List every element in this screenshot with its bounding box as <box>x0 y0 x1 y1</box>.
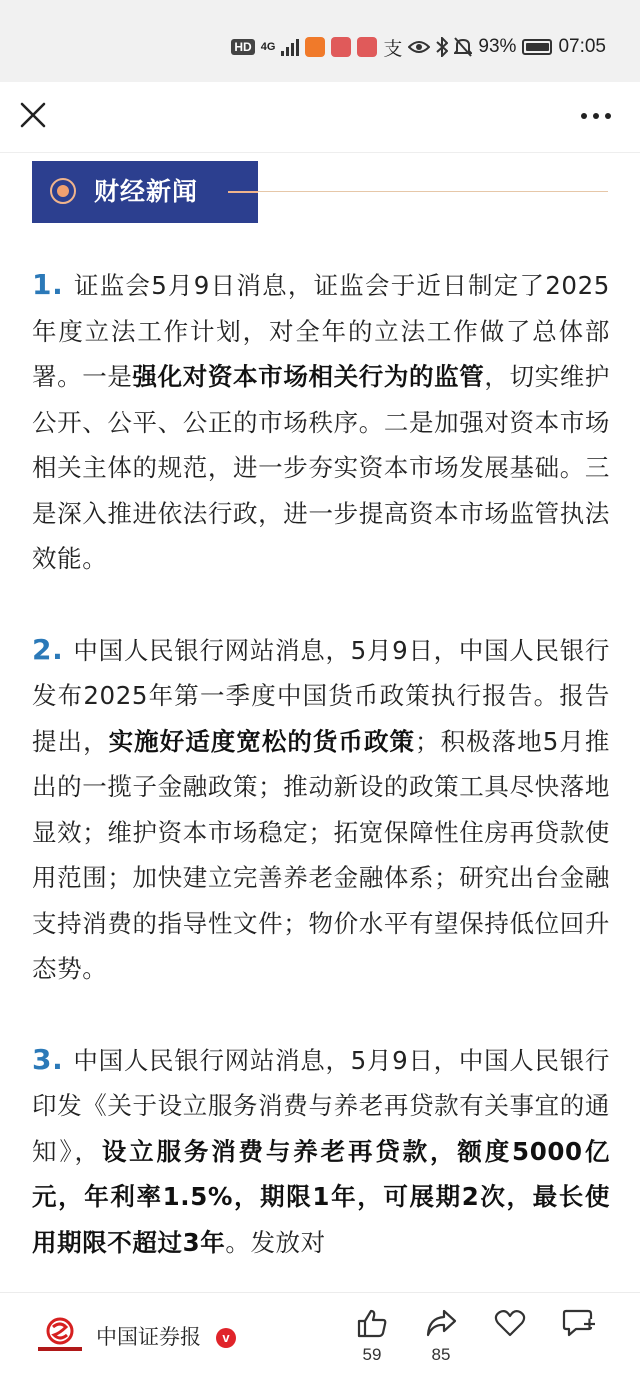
close-icon <box>14 96 54 136</box>
heart-icon <box>494 1307 526 1339</box>
news-number: 1. <box>32 268 64 301</box>
like-count: 59 <box>362 1345 382 1364</box>
news-highlight: 实施好适度宽松的货币政策 <box>108 726 416 756</box>
news-text: ；积极落地5月推出的一揽子金融政策；推动新设的政策工具尽快落地显效；维护资本市场稳定；拓宽保障性住房再贷款使用范围；加快建立完善养老金融体系；研究出台金融支持消费的指导性文件；物价水平有望保持低位回升态势。 <box>32 726 610 983</box>
huawei-app-icon-2 <box>357 37 377 57</box>
comment-plus-icon <box>562 1307 596 1339</box>
status-bar <box>0 0 640 82</box>
news-highlight: 设立服务消费与养老再贷款，额度5000亿元，年利率1.5%，期限1年，可展期2次，最长使用期限不超过3年 <box>32 1136 610 1257</box>
section-title: 财经新闻 <box>94 177 199 206</box>
source-name[interactable]: 中国证券报 <box>96 1325 201 1349</box>
news-text: 中国人民银行网站消息，5月9日，中国人民银行印发《关于设立服务消费与养老再贷款有关事宜的通知》， <box>32 1045 610 1166</box>
article-body <box>32 262 610 1310</box>
divider <box>0 152 640 153</box>
mute-icon <box>454 37 472 57</box>
news-text: 。发放对 <box>225 1227 326 1257</box>
news-number: 3. <box>32 1042 64 1076</box>
banner-dot-icon <box>50 178 76 204</box>
like-button[interactable] <box>347 1307 397 1365</box>
news-item-2 <box>32 627 610 992</box>
banner-divider-line <box>258 191 608 192</box>
more-button[interactable] <box>578 96 614 136</box>
section-banner <box>32 161 258 223</box>
share-icon <box>425 1307 457 1339</box>
network-type: 4G <box>260 41 276 53</box>
favorite-button[interactable] <box>485 1307 535 1339</box>
news-item-3 <box>32 1037 610 1266</box>
news-highlight: 强化对资本市场相关行为的监管 <box>132 362 485 391</box>
battery-icon <box>522 39 552 55</box>
verified-badge: v <box>216 1328 236 1348</box>
news-text: 中国人民银行网站消息，5月9日，中国人民银行发布2025年第一季度中国货币政策执行报告。报告提出， <box>32 635 610 756</box>
hd-badge: HD <box>231 39 254 55</box>
close-button[interactable] <box>14 96 54 136</box>
news-number: 2. <box>32 632 64 666</box>
share-button[interactable] <box>416 1307 466 1365</box>
status-icons <box>231 32 606 62</box>
source-logo-icon[interactable] <box>36 1315 84 1355</box>
news-text: 证监会5月9日消息，证监会于近日制定了2025年度立法工作计划，对全年的立法工作做了总体部署。一是 <box>32 271 610 391</box>
signal-icon <box>281 38 299 56</box>
share-count: 85 <box>431 1345 451 1364</box>
clock: 07:05 <box>558 36 606 57</box>
comment-button[interactable] <box>554 1307 604 1339</box>
thumbs-up-icon <box>356 1307 388 1339</box>
news-item-1 <box>32 262 610 582</box>
battery-percent: 93% <box>478 36 517 57</box>
eye-comfort-icon <box>408 39 430 55</box>
bluetooth-icon <box>436 37 448 57</box>
huawei-app-icon <box>331 37 351 57</box>
app-notification-icon <box>305 37 325 57</box>
news-text: ，切实维护公开、公平、公正的市场秩序。二是加强对资本市场相关主体的规范，进一步夯实资本市场发展基础。三是深入推进依法行政，进一步提高资本市场监管执法效能。 <box>32 362 610 573</box>
top-nav-bar <box>0 82 640 152</box>
banner-accent-line <box>228 191 258 193</box>
ime-indicator: 支 <box>383 38 403 60</box>
more-icon <box>578 96 614 136</box>
bottom-action-bar <box>0 1292 640 1388</box>
